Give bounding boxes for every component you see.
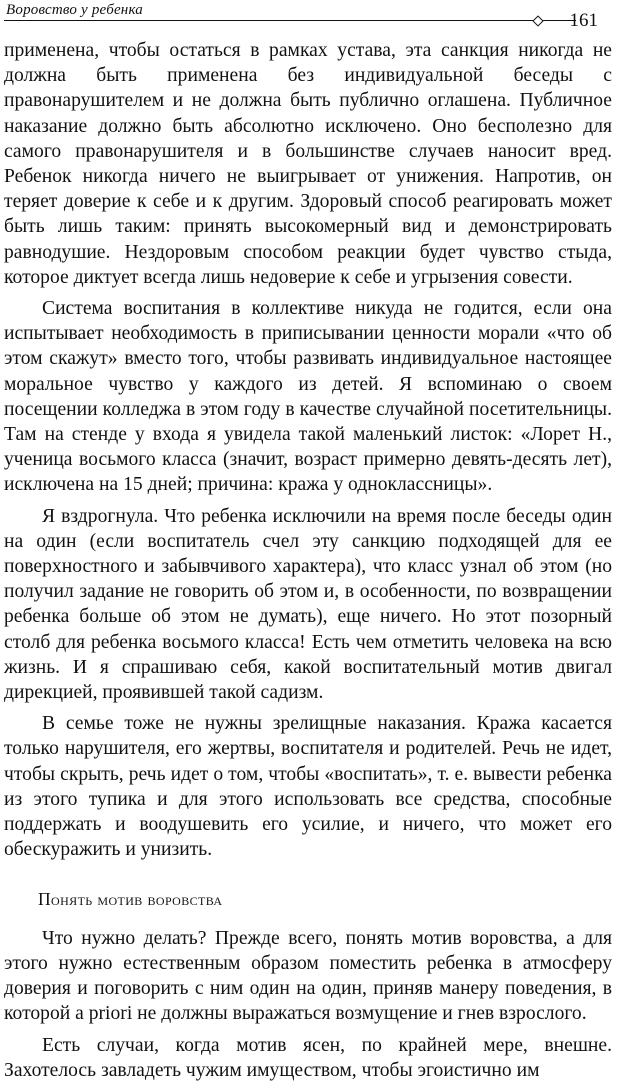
paragraph: Я вздрогнула. Что ребенка исключили на время после беседы один на один (если воспитатель счел эту санкцию подходящей для ее поверхностного и забывчивого характера), что класс узнал об этом (но получил задание не говорить об этом и, в особенности, по возвращении ребенка больше об этом не думать), еще ничего. Но этот позорный столб для ребенка восьмого класса! Есть чем отметить человека на всю жизнь. И я спрашиваю себя, какой воспитательный мотив двигал дирекцией, проявившей такой садизм. bbox=[4, 505, 612, 704]
running-head: Воровство у ребенка bbox=[6, 2, 143, 18]
header-rule bbox=[4, 20, 576, 21]
paragraph: В семье тоже не нужны зрелищные наказания. Кража касается только нарушителя, его жертвы, воспитателя и родителей. Речь не идет, чтобы скрыть, речь идет о том, чтобы «воспитать», т. е. вывести ребенка из этого тупика и для этого использовать все средства, способные поддержать и воодушевить его усилие, и ничего, что может его обескуражить и унизить. bbox=[4, 713, 612, 861]
page-number: 161 bbox=[569, 10, 598, 31]
paragraph: применена, чтобы остаться в рамках устава, эта санкция никогда не должна быть применена без индивидуальной беседы с правонарушителем и не должна быть публично оглашена. Публичное наказание должно быть абсолютно исключено. Оно бесполезно для самого правонарушителя и в большинстве случаев наносит вред. Ребенок никогда ничего не выигрывает от унижения. Напротив, он теряет доверие к себе и к другим. Здоровый способ реагировать может быть лишь таким: принять высокомерный вид и демонстрировать равнодушие. Нездоровым способом реакции будет чувство стыда, которое диктует всегда лишь недоверие к себе и угрызения совести. bbox=[4, 40, 612, 288]
paragraph: Есть случаи, когда мотив ясен, по крайней мере, внешне. Захотелось завладеть чужим имуществом, чтобы эгоистично им bbox=[4, 1034, 612, 1081]
header-ornament-icon bbox=[532, 15, 543, 26]
paragraph: Что нужно делать? Прежде всего, понять мотив воровства, а для этого нужно естественным образом поместить ребенка в атмосферу доверия и поговорить с ним один на один, приняв манеру поведения, в которой a priori не должны выражаться возмущение и гнев взрослого. bbox=[4, 927, 612, 1025]
body-text bbox=[4, 38, 612, 1089]
paragraph: Система воспитания в коллективе никуда не годится, если она испытывает необходимость в приписывании ценности морали «что об этом скажут» вместо того, чтобы развивать индивидуальное настоящее моральное чувство у каждого из детей. Я вспоминаю о своем посещении колледжа в этом году в качестве случайной посетительницы. Там на стенде у входа я увидела такой маленький листок: «Лорет Н., ученица восьмого класса (значит, возраст примерно девять-десять лет), исключена на 15 дней; причина: кража у одноклассницы». bbox=[4, 298, 612, 496]
section-heading: Понять мотив воровства bbox=[38, 888, 223, 909]
